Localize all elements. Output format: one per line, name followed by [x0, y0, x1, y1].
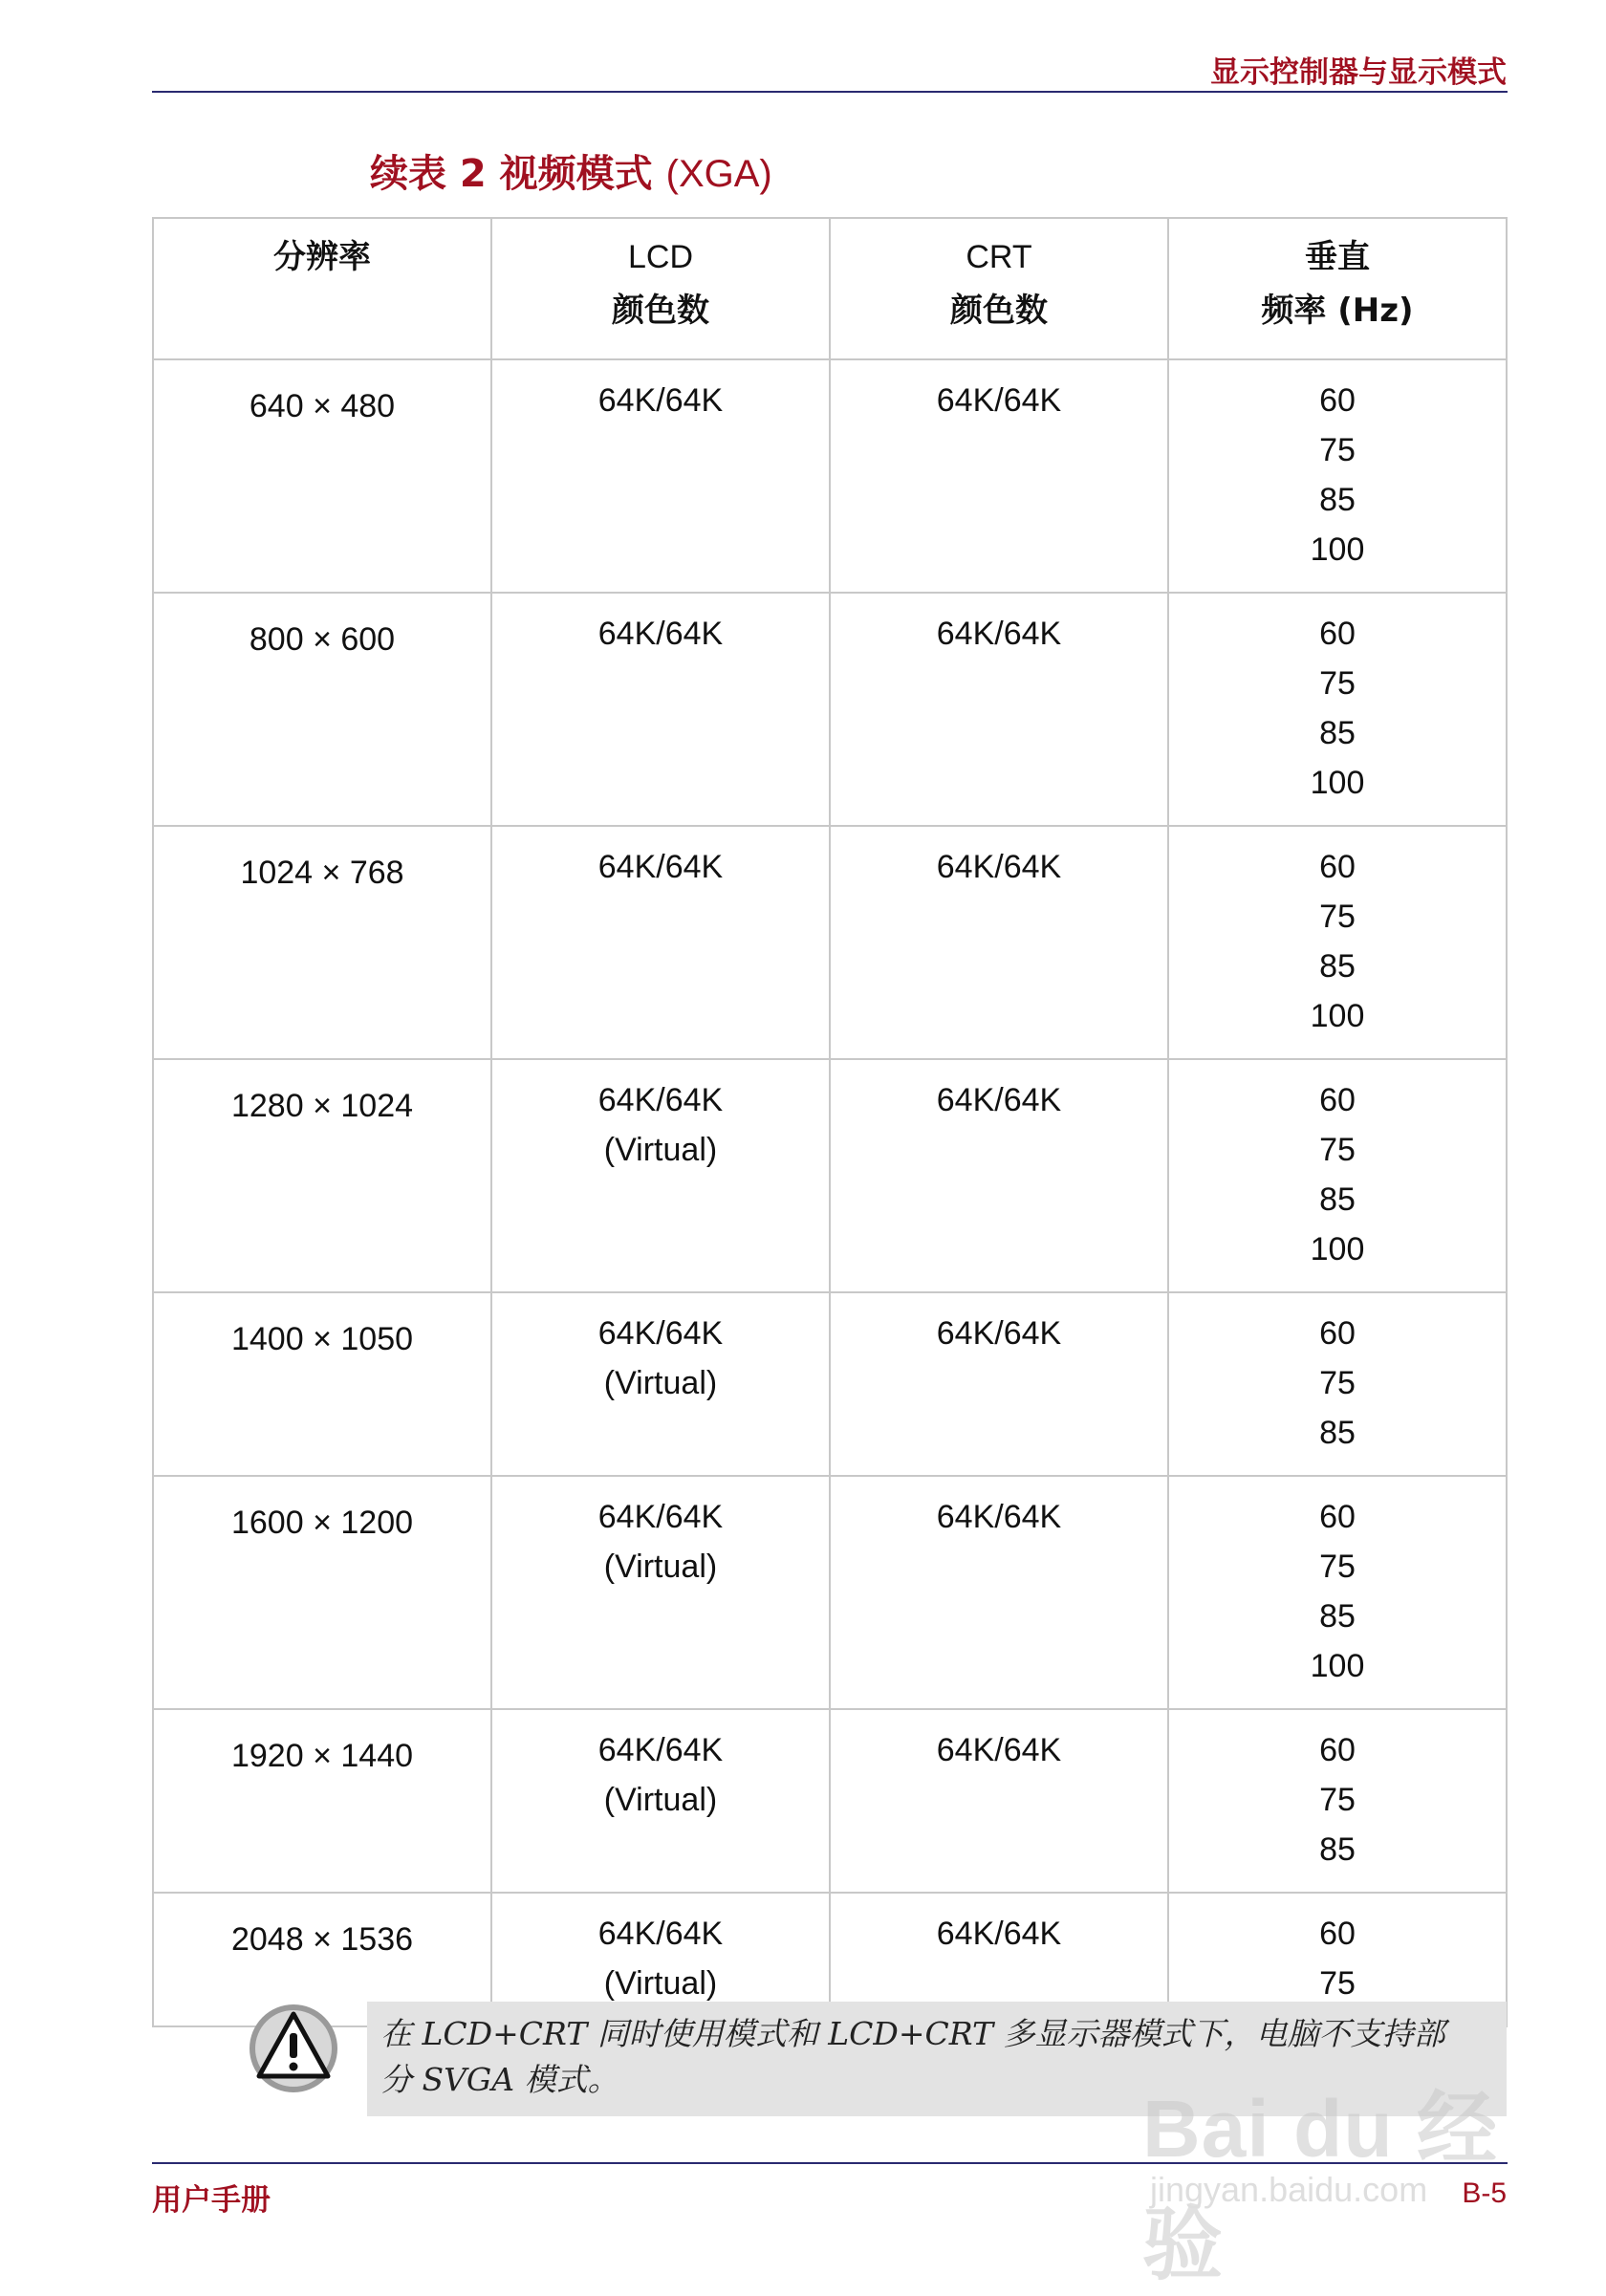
- resolution-value: 1600 × 1200: [230, 1505, 414, 1541]
- page-number: B-5: [1462, 2177, 1507, 2209]
- table-header-row: [153, 218, 1507, 359]
- lcd-colors-value: 64K/64K: [597, 1315, 724, 1352]
- frequency-value: 75: [1319, 1782, 1356, 1818]
- crt-colors-cell: [830, 359, 1168, 593]
- warning-icon: [247, 2002, 340, 2095]
- lcd-colors-cell: [491, 1292, 830, 1476]
- lcd-colors-value: 64K/64K: [597, 1082, 724, 1118]
- frequency-value: 60: [1319, 1732, 1356, 1768]
- resolution-value: 2048 × 1536: [230, 1921, 414, 1958]
- watermark: [1142, 2055, 1525, 2289]
- frequency-cell: [1168, 359, 1507, 593]
- frequency-value: 75: [1319, 1965, 1356, 2002]
- lcd-colors-cell: [491, 593, 830, 826]
- frequency-value: 85: [1319, 482, 1356, 518]
- frequency-cell: [1168, 1059, 1507, 1292]
- lcd-colors-value: 64K/64K: [597, 616, 724, 652]
- table-row: [153, 826, 1507, 1059]
- note-text-line: 在 LCD+CRT 同时使用模式和 LCD+CRT 多显示器模式下，电脑不支持部: [380, 2015, 1445, 2052]
- frequency-value: 85: [1319, 715, 1356, 751]
- resolution-value: 1024 × 768: [240, 855, 404, 891]
- frequency-value: 60: [1319, 1082, 1356, 1118]
- crt-colors-cell: [830, 1476, 1168, 1709]
- lcd-colors-cell: [491, 1709, 830, 1893]
- header-divider: [152, 91, 1508, 93]
- frequency-value: 100: [1310, 1648, 1365, 1684]
- frequency-value: 60: [1319, 382, 1356, 419]
- frequency-value: 100: [1310, 1231, 1365, 1267]
- crt-colors-value: 64K/64K: [936, 1499, 1062, 1535]
- column-header-line: CRT: [966, 239, 1032, 275]
- lcd-colors-value: (Virtual): [603, 1549, 718, 1585]
- crt-colors-cell: [830, 826, 1168, 1059]
- frequency-value: 60: [1319, 1916, 1356, 1952]
- crt-colors-cell: [830, 593, 1168, 826]
- resolution-cell: [153, 1476, 491, 1709]
- column-header-line: 颜色数: [612, 292, 709, 330]
- column-header-line: 垂直: [1305, 238, 1370, 276]
- table-caption: [370, 143, 772, 198]
- frequency-value: 85: [1319, 1598, 1356, 1635]
- lcd-colors-cell: [491, 359, 830, 593]
- table-caption-mode: (XGA): [665, 153, 772, 195]
- frequency-cell: [1168, 593, 1507, 826]
- resolution-value: 640 × 480: [249, 388, 396, 424]
- lcd-colors-cell: [491, 1476, 830, 1709]
- frequency-value: 85: [1319, 1831, 1356, 1868]
- lcd-colors-value: (Virtual): [603, 1782, 718, 1818]
- frequency-cell: [1168, 1709, 1507, 1893]
- crt-colors-value: 64K/64K: [936, 849, 1062, 885]
- column-header-frequency: [1168, 218, 1507, 359]
- frequency-value: 75: [1319, 1132, 1356, 1168]
- table-row: [153, 593, 1507, 826]
- frequency-value: 85: [1319, 1181, 1356, 1218]
- table-row: [153, 1059, 1507, 1292]
- running-header-title: 显示控制器与显示模式: [1210, 55, 1507, 90]
- lcd-colors-value: 64K/64K: [597, 849, 724, 885]
- frequency-value: 75: [1319, 1549, 1356, 1585]
- frequency-value: 100: [1310, 765, 1365, 801]
- table-row: [153, 1709, 1507, 1893]
- resolution-cell: [153, 593, 491, 826]
- table-body: [153, 359, 1507, 2026]
- lcd-colors-value: 64K/64K: [597, 1499, 724, 1535]
- frequency-cell: [1168, 1292, 1507, 1476]
- column-header-line: 分辨率: [273, 238, 371, 276]
- lcd-colors-cell: [491, 1059, 830, 1292]
- crt-colors-cell: [830, 1709, 1168, 1893]
- resolution-cell: [153, 1709, 491, 1893]
- table-row: [153, 1476, 1507, 1709]
- frequency-value: 75: [1319, 899, 1356, 935]
- frequency-value: 75: [1319, 1365, 1356, 1401]
- resolution-cell: [153, 826, 491, 1059]
- column-header-line: 频率 (Hz): [1261, 292, 1414, 330]
- table-caption-text: 续表 2 视频模式: [370, 152, 653, 196]
- frequency-value: 75: [1319, 665, 1356, 702]
- resolution-cell: [153, 1292, 491, 1476]
- video-modes-table: [152, 217, 1508, 2027]
- frequency-value: 60: [1319, 1315, 1356, 1352]
- crt-colors-value: 64K/64K: [936, 382, 1062, 419]
- column-header-lcd: [491, 218, 830, 359]
- lcd-colors-value: (Virtual): [603, 1365, 718, 1401]
- frequency-value: 100: [1310, 531, 1365, 568]
- column-header-resolution: [153, 218, 491, 359]
- column-header-crt: [830, 218, 1168, 359]
- footer-manual-title: 用户手册: [152, 2183, 271, 2218]
- crt-colors-value: 64K/64K: [936, 1916, 1062, 1952]
- lcd-colors-cell: [491, 826, 830, 1059]
- resolution-value: 800 × 600: [249, 621, 396, 658]
- column-header-line: 颜色数: [950, 292, 1048, 330]
- watermark-url: jingyan.baidu.com: [1150, 2170, 1428, 2209]
- resolution-value: 1280 × 1024: [230, 1088, 414, 1124]
- crt-colors-value: 64K/64K: [936, 1732, 1062, 1768]
- frequency-value: 60: [1319, 849, 1356, 885]
- column-header-line: LCD: [627, 239, 694, 275]
- table-row: [153, 359, 1507, 593]
- resolution-cell: [153, 1059, 491, 1292]
- frequency-value: 100: [1310, 998, 1365, 1034]
- lcd-colors-value: (Virtual): [603, 1965, 718, 2002]
- lcd-colors-value: 64K/64K: [597, 1732, 724, 1768]
- lcd-colors-value: (Virtual): [603, 1132, 718, 1168]
- frequency-cell: [1168, 826, 1507, 1059]
- resolution-cell: [153, 359, 491, 593]
- crt-colors-value: 64K/64K: [936, 1315, 1062, 1352]
- frequency-value: 85: [1319, 948, 1356, 985]
- frequency-value: 60: [1319, 616, 1356, 652]
- frequency-value: 75: [1319, 432, 1356, 468]
- lcd-colors-value: 64K/64K: [597, 1916, 724, 1952]
- resolution-value: 1400 × 1050: [230, 1321, 414, 1357]
- lcd-colors-value: 64K/64K: [597, 382, 724, 419]
- crt-colors-cell: [830, 1059, 1168, 1292]
- frequency-value: 85: [1319, 1415, 1356, 1451]
- table-row: [153, 1292, 1507, 1476]
- note-text-line: 分 SVGA 模式。: [380, 2061, 619, 2098]
- frequency-value: 60: [1319, 1499, 1356, 1535]
- resolution-value: 1920 × 1440: [230, 1738, 414, 1774]
- watermark-brand: Bai du 经验: [1142, 2084, 1499, 2289]
- frequency-cell: [1168, 1476, 1507, 1709]
- crt-colors-value: 64K/64K: [936, 1082, 1062, 1118]
- crt-colors-value: 64K/64K: [936, 616, 1062, 652]
- crt-colors-cell: [830, 1292, 1168, 1476]
